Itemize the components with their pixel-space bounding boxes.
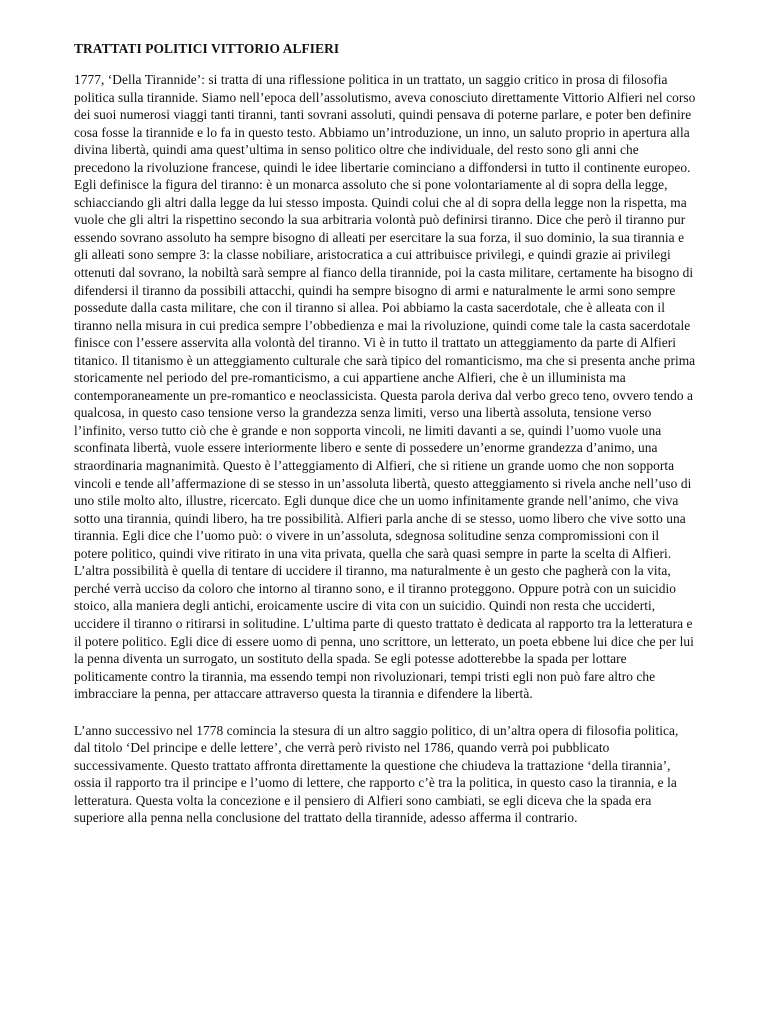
paragraph-del-principe: L’anno successivo nel 1778 comincia la stesura di un altro saggio politico, di un’altra opera di filosofia politica, dal titolo ‘Del principe e delle lettere’, che verrà però rivisto nel 1786, quando verrà poi pubblicato successivamente. Questo trattato affronta direttamente la questione che chiudeva la trattazione ‘della tirannia’, ossia il rapporto tra il principe e l’uomo di lettere, che rapporto c’è tra la politica, in questo caso la tirannia, e la letteratura. Questa volta la concezione e il pensiero di Alfieri sono cambiati, se egli diceva che la spada era superiore alla penna nella conclusione del trattato della tirannide, adesso afferma il contrario.: [74, 722, 679, 826]
document-title: TRATTATI POLITICI VITTORIO ALFIERI: [74, 41, 340, 56]
paragraph-della-tirannide: 1777, ‘Della Tirannide’: si tratta di una riflessione politica in un trattato, un saggio critico in prosa di filosofia politica sulla tirannide. Siamo nell’epoca dell’assolutismo, aveva conosciuto direttamente Vittorio Alfieri nel corso dei suoi numerosi viaggi tanti tiranni, tanti sovrani assoluti, quindi pensava di poterne parlare, e poter ben definire cosa fosse la tirannide e lo fa in questo testo. Abbiamo un’introduzione, un inno, un saluto proprio in apertura alla divina libertà, quindi ama quest’ultima in senso politico oltre che individuale, del resto sono gli anni che precedono la rivoluzione francese, quindi le idee libertarie cominciano a diffondersi in tutto il continente europeo. Egli definisce la figura del tiranno: è un monarca assoluto che si pone volontariamente al di sopra della legge, schiacciando gli altri dalla legge da lui stesso imposta. Quindi colui che al di sopra della legge non la rispetta, ma vuole che gli altri la rispettino secondo la sua arbitraria volontà può definirsi tiranno. Dice che però il tiranno pur essendo sovrano assoluto ha sempre bisogno di alleati per esercitare la sua forza, il suo dominio, la sua tirannia e gli alleati sono sempre 3: la classe nobiliare, aristocratica a cui attribuisce privilegi, e quindi grazie ai privilegi ottenuti dal sovrano, la nobiltà sarà sempre al fianco della tirannide, poi la casta militare, certamente ha bisogno di difendersi il tiranno da possibili attacchi, quindi ha sempre bisogno di armi e naturalmente le armi sono sempre possedute dalla casta militare, che con il tiranno si allea. Poi abbiamo la casta sacerdotale, che è alleata con il tiranno nella misura in cui predica sempre l’obbedienza e mai la rivoluzione, quindi come tale la casta sacerdotale finisce con l’essere asservita alla volontà del tiranno. Vi è in tutto il trattato un atteggiamento da parte di Alfieri titanico. Il titanismo è un atteggiamento culturale che sarà tipico del romanticismo, ma che si presenta anche prima storicamente nel periodo del pre-romanticismo, a cui appartiene anche Alfieri, che è un illuminista ma contemporaneamente un pre-romantico e neoclassicista. Questa parola deriva dal verbo greco teno, ovvero tendo a qualcosa, in questo caso tensione verso la grandezza senza limiti, verso una libertà assoluta, tensione verso l’infinito, verso tutto ciò che è grande e non sopporta vincoli, ne limiti davanti a se, quindi l’uomo vuole una sconfinata libertà, vuole essere interiormente libero e sente di possedere un’enorme grandezza d’animo, una straordinaria magnanimità. Questo è l’atteggiamento di Alfieri, che si ritiene un grande uomo che non sopporta vincoli e tende all’affermazione di se stesso in un’assoluta libertà, questo atteggiamento si rivela anche nell’uso di uno stile molto alto, illustre, ricercato. Egli dunque dice che un uomo infinitamente grande nell’animo, che viva sotto una tirannia, quindi libero, ha tre possibilità. Alfieri parla anche di se stesso, uomo libero che vive sotto una tirannia. Egli dice che l’uomo può: o vivere in un’assoluta, sdegnosa solitudine senza compromissioni con il potere politico, quindi vive ritirato in una vita privata, quella che sarà quasi sempre in parte la scelta di Alfieri. L’altra possibilità è quella di tentare di uccidere il tiranno, ma naturalmente è un gesto che pagherà con la vita, perché verrà ucciso da coloro che intorno al tiranno sono, e il tiranno proteggono. Oppure potrà con un suicidio stoico, alla maniera degli antichi, eroicamente uscire di vita con un suicidio. Quindi non resta che ucciderti, uccidere il tiranno o ritirarsi in solitudine. L’ultima parte di questo trattato è dedicata al rapporto tra la letteratura e il potere politico. Egli dice di essere uomo di penna, uno scrittore, un letterato, un poeta ebbene lui dice che per lui la penna diventa un surrogato, un sostituto della spada. Se egli potesse adotterebbe la spada per lottare politicamente contro la tirannia, ma essendo tempi non rivoluzionari, tempi tristi egli non può fare altro che imbracciare la penna, per attaccare attraverso questa la tirannia e difendere la libertà.: [74, 72, 696, 702]
paragraph-gap: [74, 703, 696, 722]
document-page: [74, 38, 696, 827]
